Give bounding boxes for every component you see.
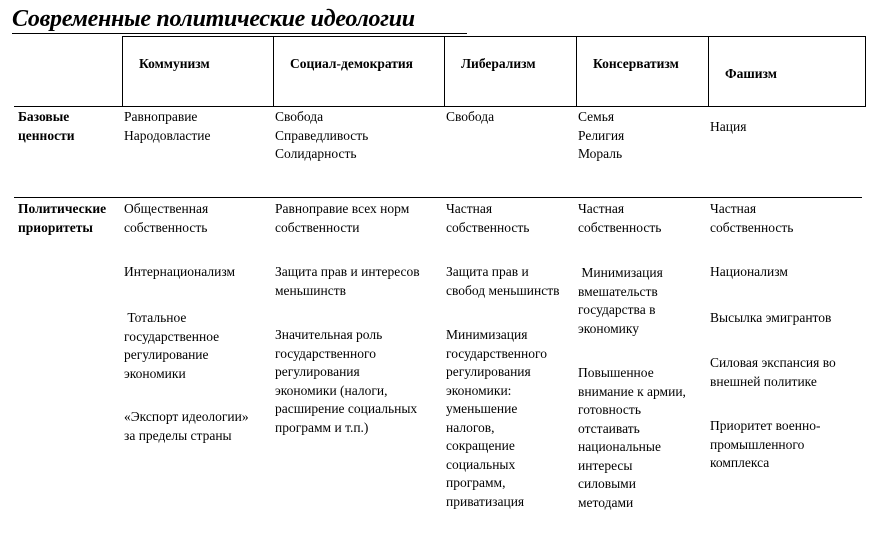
cell-fascism-priority-4: Силовая экспансия во внешней политике bbox=[710, 355, 836, 389]
cell-communism-priority-3: Тотальное государственное регулирование экономики bbox=[124, 310, 220, 381]
row-divider bbox=[14, 197, 862, 198]
cell-fascism-priority-2: Национализм bbox=[710, 264, 788, 279]
cell-conservatism-priority-3: Повышенное внимание к армии, готовность отстаивать национальные интересы силовыми методами bbox=[578, 365, 686, 510]
header-liberalism: Либерализм bbox=[461, 56, 536, 71]
cell-socdem-priority-1: Равноправие всех норм собственности bbox=[275, 201, 410, 235]
cell-socdem-priority-2: Защита прав и интересов меньшинств bbox=[275, 264, 420, 298]
cell-conservatism-priority-2: Минимизация вмешательств государства в экономику bbox=[578, 265, 663, 336]
header-bottom-border bbox=[14, 106, 866, 107]
cell-fascism-priority-3: Высылка эмигрантов bbox=[710, 310, 832, 325]
page-title: Современные политические идеологии bbox=[12, 6, 415, 32]
header-fascism: Фашизм bbox=[725, 66, 777, 81]
column-divider bbox=[865, 36, 866, 107]
header-communism: Коммунизм bbox=[139, 56, 210, 71]
column-divider bbox=[122, 36, 123, 107]
cell-liberalism-priority-1: Частная собственность bbox=[446, 201, 530, 235]
table-top-border bbox=[122, 36, 866, 37]
cell-communism-priority-2: Интернационализм bbox=[124, 264, 236, 279]
column-divider bbox=[576, 36, 577, 107]
cell-liberalism-priority-3: Минимизация государственного регулирования экономики: уменьшение налогов, сокращение социальных программ, приватизация bbox=[446, 327, 547, 509]
column-divider bbox=[444, 36, 445, 107]
header-social-democracy: Социал-демократия bbox=[290, 56, 413, 71]
cell-conservatism-priority-1: Частная собственность bbox=[578, 201, 662, 235]
title-underline bbox=[12, 33, 467, 34]
cell-communism-priority-4: «Экспорт идеологии» за пределы страны bbox=[124, 409, 249, 443]
cell-conservatism-values: Семья Религия Мораль bbox=[578, 109, 625, 161]
cell-communism-priority-1: Общественная собственность bbox=[124, 201, 209, 235]
column-divider bbox=[708, 36, 709, 107]
cell-fascism-priority-1: Частная собственность bbox=[710, 201, 794, 235]
cell-fascism-priority-5: Приоритет военно- промышленного комплекса bbox=[710, 418, 821, 470]
header-conservatism: Консерватизм bbox=[593, 56, 679, 71]
row-label-political-priorities: Политические приоритеты bbox=[18, 201, 107, 235]
cell-liberalism-priority-2: Защита прав и свобод меньшинств bbox=[446, 264, 560, 298]
cell-communism-values: Равноправие Народовластие bbox=[124, 109, 211, 143]
cell-liberalism-values: Свобода bbox=[446, 109, 495, 124]
cell-socdem-priority-3: Значительная роль государственного регулирования экономики (налоги, расширение социальных программ и т.п.) bbox=[275, 327, 418, 435]
row-label-base-values: Базовые ценности bbox=[18, 109, 75, 143]
cell-socdem-values: Свобода Справедливость Солидарность bbox=[275, 109, 369, 161]
column-divider bbox=[273, 36, 274, 107]
cell-fascism-values: Нация bbox=[710, 119, 747, 134]
